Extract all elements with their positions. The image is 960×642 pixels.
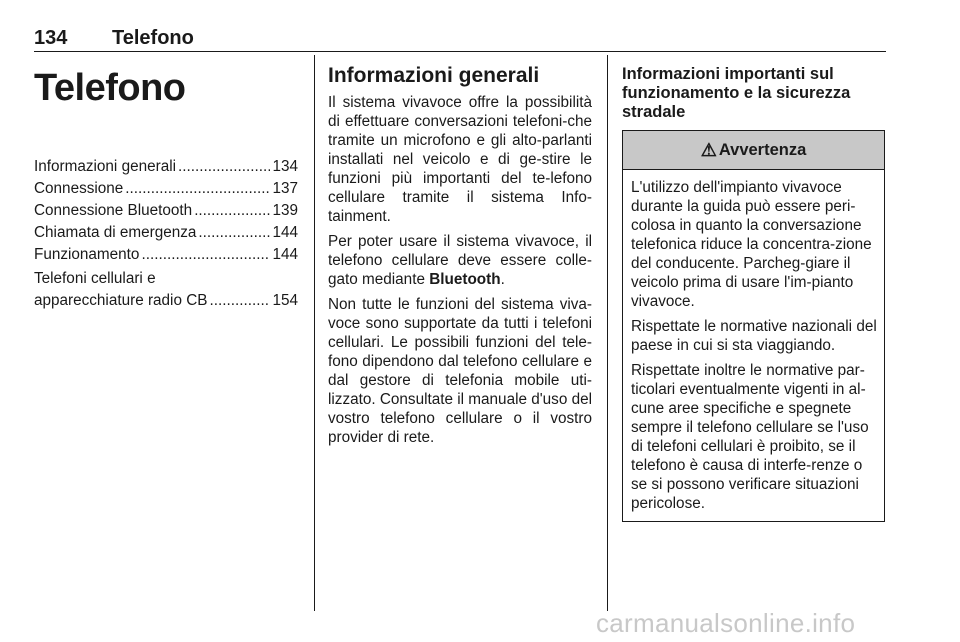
paragraph: Il sistema vivavoce offre la possibilità di effettuare conversazioni telefoni-che tramite un microfono e gli alto-parlanti installati nel veicolo e di ge-stire le funzioni più importanti del te-lefono cellulare tramite il sistema Info-tainment. [328, 94, 592, 225]
safety-column [622, 52, 886, 522]
toc-entry[interactable] [34, 268, 298, 312]
general-info-column [328, 52, 592, 453]
warning-paragraph: Rispettate le normative nazionali del paese in cui si sta viaggiando. [631, 318, 877, 354]
warning-paragraph: Rispettate inoltre le normative par-ticolari eventualmente vigenti in al-cune aree specifiche e spegnete sempre il telefono cellulare se l'uso di telefoni cellulari è proibito, se il telefono è causa di interfe-renze o se si possono verificare situazioni pericolose. [631, 362, 869, 512]
page-number: 134 [34, 27, 68, 49]
toc-entry-label: Funzionamento [34, 246, 140, 263]
toc-entry-label: Chiamata di emergenza [34, 224, 197, 241]
toc-entry-label: Connessione [34, 180, 124, 197]
toc-leader-dots [141, 244, 270, 266]
paragraph: Non tutte le funzioni del sistema viva-voce sono supportate da tutti i telefoni cellulari. Le possibili funzioni del tele-fono dipendono dal telefono cellulare e dal gestore di telefonia mobile uti-lizzato. Consultate il manuale d'uso del vostro telefono cellulare o il vostro provider di rete. [328, 296, 592, 446]
warning-triangle-icon: ⚠ [700, 139, 717, 160]
toc-column [34, 52, 298, 312]
page-header [34, 25, 886, 52]
toc-entry[interactable] [34, 222, 298, 244]
toc-entry-page: 144 [272, 224, 298, 241]
toc-leader-dots [125, 178, 270, 200]
warning-box [622, 130, 885, 522]
watermark: carmanualsonline.info [596, 608, 856, 638]
header-section-title: Telefono [112, 27, 194, 49]
warning-title: Avvertenza [718, 140, 807, 159]
toc-entry-label: Connessione Bluetooth [34, 202, 193, 219]
toc-entry-page: 144 [272, 246, 298, 263]
warning-header [623, 131, 884, 170]
toc-leader-dots [194, 200, 270, 222]
warning-paragraph: L'utilizzo dell'impianto vivavoce durante la guida può essere peri-colosa in quanto la conversazione telefonica riduce la concentra-zione del conducente. Parcheg-giare il veicolo prima di usare l'im-pianto vivavoce. [631, 179, 872, 310]
toc-entry-label-line2: apparecchiature radio CB [34, 292, 208, 309]
toc-entry-label: Informazioni generali [34, 158, 176, 175]
section-heading: Informazioni importanti sul funzionamento e la sicurezza stradale [622, 65, 851, 121]
chapter-title: Telefono [34, 67, 186, 109]
toc-entry-page: 154 [272, 292, 298, 309]
toc-entry[interactable] [34, 244, 298, 266]
table-of-contents [34, 156, 298, 312]
warning-body [623, 170, 884, 521]
toc-entry-label-line1: Telefoni cellulari e [34, 270, 156, 287]
toc-leader-dots [198, 222, 270, 244]
toc-entry[interactable] [34, 178, 298, 200]
section-heading: Informazioni generali [328, 64, 540, 87]
column-divider [314, 55, 315, 611]
paragraph: Per poter usare il sistema vivavoce, il telefono cellulare deve essere colle-gato mediante Bluetooth. [328, 233, 592, 288]
toc-entry-page: 139 [272, 202, 298, 219]
column-divider [607, 55, 608, 611]
toc-entry[interactable] [34, 156, 298, 178]
toc-entry[interactable] [34, 200, 298, 222]
toc-entry-page: 134 [272, 158, 298, 175]
toc-entry-page: 137 [272, 180, 298, 197]
bluetooth-term: Bluetooth [429, 271, 501, 288]
toc-leader-dots [209, 290, 270, 312]
toc-leader-dots [178, 156, 270, 178]
